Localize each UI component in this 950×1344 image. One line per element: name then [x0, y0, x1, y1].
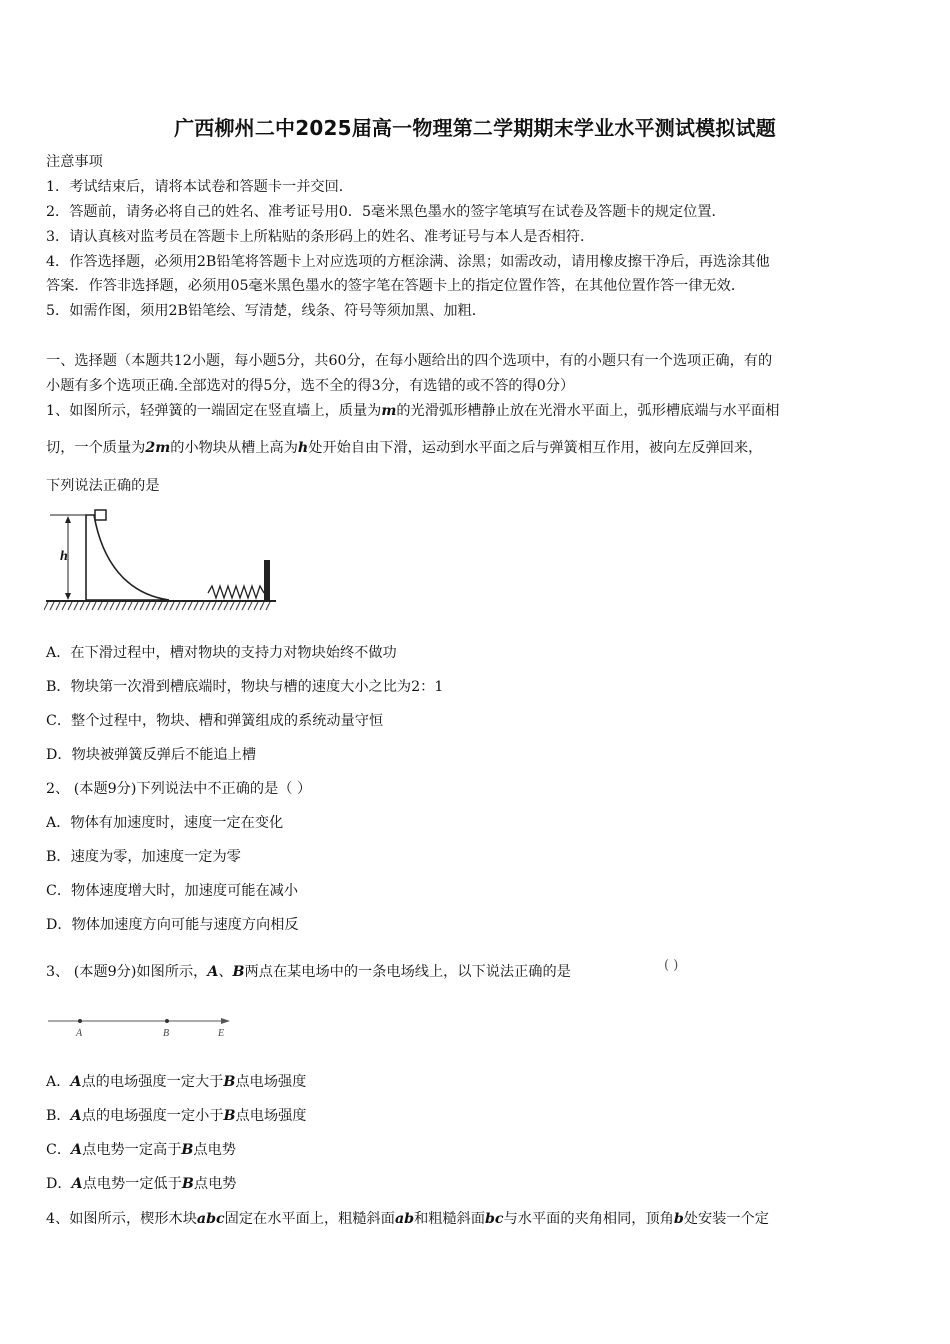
q1-stem-line: 下列说法正确的是	[46, 478, 160, 494]
q2-option: B．速度为零，加速度一定为零	[46, 849, 241, 865]
notice-item: 答案．作答非选择题，必须用05毫米黑色墨水的签字笔在答题卡上的指定位置作答，在其他位置作答一律无效．	[46, 278, 746, 294]
field-e-label: E	[218, 1028, 225, 1039]
page-title: 广西柳州二中2025届高一物理第二学期期末学业水平测试模拟试题	[174, 116, 776, 140]
point-a-label: A	[76, 1028, 83, 1039]
section-instructions: 小题有多个选项正确.全部选对的得5分，选不全的得3分，有选错的或不答的得0分）	[46, 378, 575, 394]
q3-stem: 3、 (本题9分)如图所示，A、B两点在某电场中的一条电场线上，以下说法正确的是	[46, 964, 571, 980]
q2-option: A．物体有加速度时，速度一定在变化	[46, 815, 284, 831]
notice-item: 4．作答选择题，必须用2B铅笔将答题卡上对应选项的方框涂满、涂黑；如需改动，请用橡皮擦干净后，再选涂其他	[46, 254, 770, 270]
section-instructions: 一、选择题（本题共12小题，每小题5分，共60分，在每小题给出的四个选项中，有的小题只有一个选项正确，有的	[46, 353, 773, 369]
q2-stem: 2、 (本题9分)下列说法中不正确的是（ ）	[46, 781, 312, 797]
q3-option: A．A点的电场强度一定大于B点电场强度	[46, 1074, 307, 1090]
q1-option: C．整个过程中，物块、槽和弹簧组成的系统动量守恒	[46, 713, 384, 729]
notice-item: 2．答题前，请务必将自己的姓名、准考证号用0．5毫米黑色墨水的签字笔填写在试卷及答题卡的规定位置．	[46, 204, 726, 220]
q1-option: B．物块第一次滑到槽底端时，物块与槽的速度大小之比为2：1	[46, 679, 444, 695]
q2-option: D．物体加速度方向可能与速度方向相反	[46, 917, 299, 933]
notice-item: 3．请认真核对监考员在答题卡上所粘贴的条形码上的姓名、准考证号与本人是否相符．	[46, 229, 595, 245]
q2-option: C．物体速度增大时，加速度可能在减小	[46, 883, 299, 899]
q3-option: C．A点电势一定高于B点电势	[46, 1142, 236, 1158]
notice-item: 5．如需作图，须用2B铅笔绘、写清楚，线条、符号等须加黑、加粗．	[46, 303, 486, 319]
q3-figure-field-line	[46, 1012, 246, 1042]
notice-heading: 注意事项	[46, 154, 103, 170]
q1-stem-line: 切，一个质量为2m的小物块从槽上高为h处开始自由下滑，运动到水平面之后与弹簧相互作用，被向左反弹回来，	[46, 440, 763, 456]
point-b-label: B	[163, 1028, 170, 1039]
notice-item: 1．考试结束后，请将本试卷和答题卡一并交回．	[46, 179, 353, 195]
q3-option: B．A点的电场强度一定小于B点电场强度	[46, 1108, 307, 1124]
q1-option: A．在下滑过程中，槽对物块的支持力对物块始终不做功	[46, 645, 397, 661]
q3-option: D．A点电势一定低于B点电势	[46, 1176, 237, 1192]
q1-figure-slope-spring	[44, 506, 276, 616]
q4-stem: 4、如图所示，楔形木块abc固定在水平面上，粗糙斜面ab和粗糙斜面bc与水平面的夹角相同，顶角b处安装一个定	[46, 1211, 769, 1227]
answer-parentheses: ( )	[664, 958, 679, 973]
height-label: h	[60, 549, 68, 564]
q1-option: D．物块被弹簧反弹后不能追上槽	[46, 747, 257, 763]
q1-stem-line: 1、如图所示，轻弹簧的一端固定在竖直墙上，质量为m的光滑弧形槽静止放在光滑水平面上，弧形槽底端与水平面相	[46, 403, 780, 419]
